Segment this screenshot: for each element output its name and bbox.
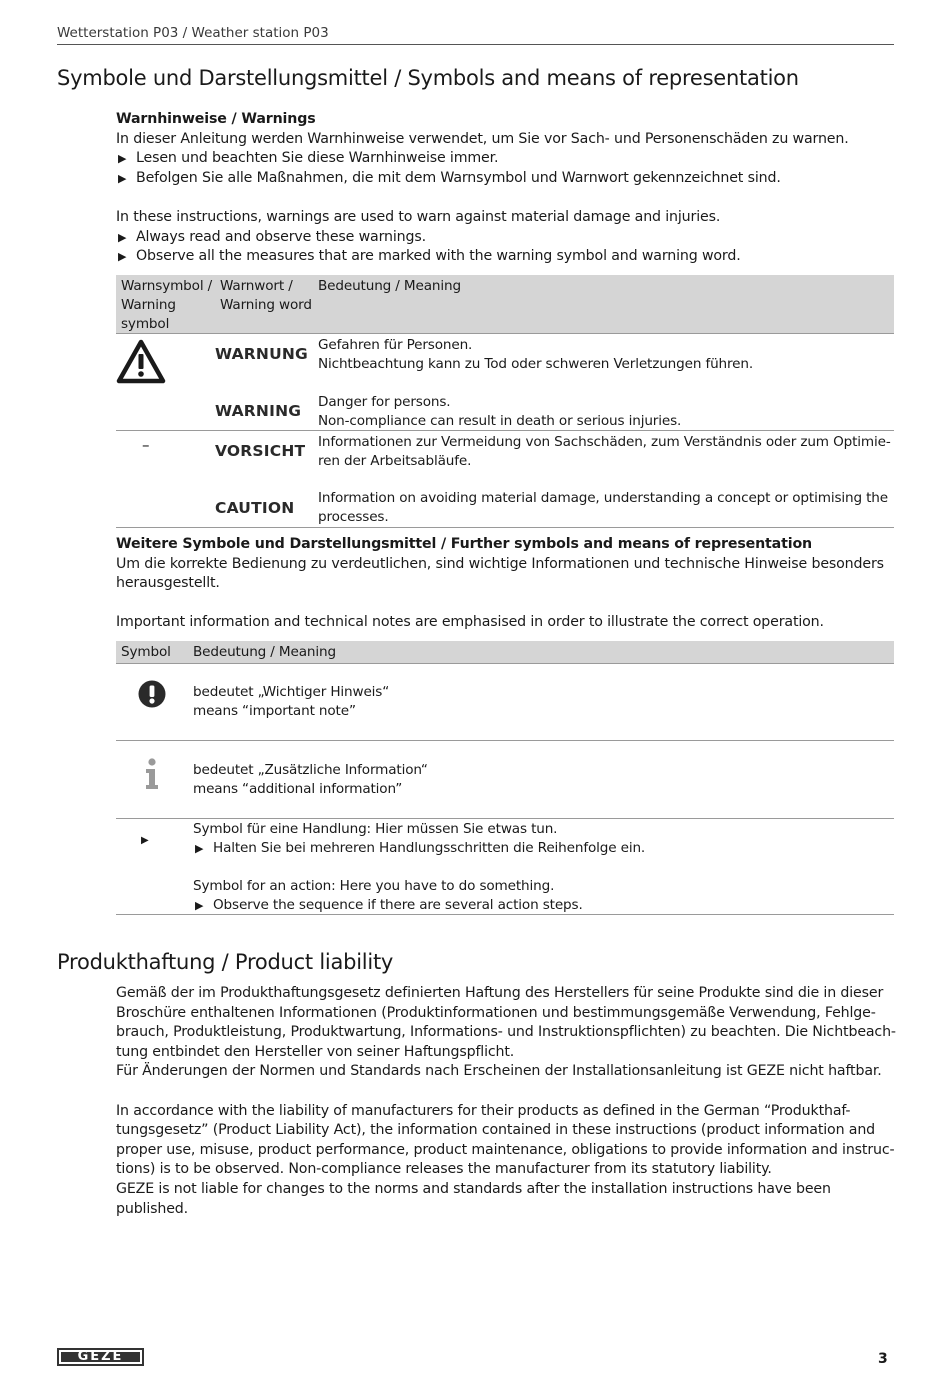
warning-triangle-icon	[116, 339, 166, 384]
table-divider	[116, 430, 894, 431]
signal-word: CAUTION	[215, 499, 295, 517]
warnings-intro-de: In dieser Anleitung werden Warnhinweise verwendet, um Sie vor Sach- und Personenschäden zu warnen.	[116, 130, 849, 147]
bullet-triangle-icon: ▶	[118, 230, 127, 244]
running-header: Wetterstation P03 / Weather station P03	[57, 25, 329, 41]
section-title-liability: Produkthaftung / Product liability	[57, 950, 394, 974]
section-title-symbols: Symbole und Darstellungsmittel / Symbols and means of representation	[57, 66, 799, 90]
page-number: 3	[878, 1351, 888, 1367]
bullet-triangle-icon: ▶	[118, 250, 127, 264]
warnings-heading: Warnhinweise / Warnings	[116, 111, 316, 127]
table-divider	[116, 527, 894, 528]
list-item: ▶ Always read and observe these warnings.	[116, 228, 896, 248]
bullet-triangle-icon: ▶	[118, 171, 127, 185]
col-header-symbol: Symbol	[121, 644, 171, 660]
no-symbol-dash: –	[142, 436, 150, 454]
table-divider	[116, 818, 894, 819]
table-divider	[116, 740, 894, 741]
symbol-meaning: Symbol für eine Handlung: Hier müssen Sie etwas tun. ▶ Halten Sie bei mehreren Handlungsschritten die Reihenfolge ein. Symbol for an action: Here you have to do something. ▶ Observe the sequence if there are several action steps.	[193, 821, 646, 913]
list-item: ▶ Lesen und beachten Sie diese Warnhinweise immer.	[116, 149, 896, 169]
signal-word: WARNING	[215, 402, 302, 420]
col-header-meaning: Bedeutung / Meaning	[193, 644, 336, 660]
symbol-meaning: bedeutet „Wichtiger Hinweis“ means “important note”	[193, 684, 390, 719]
table-divider	[116, 663, 894, 664]
further-symbols-heading: Weitere Symbole und Darstellungsmittel / Further symbols and means of representation	[116, 536, 812, 552]
meaning-text: Danger for persons. Non-compliance can result in death or serious injuries.	[318, 394, 682, 429]
header-divider	[57, 44, 894, 45]
col-header-warning-symbol: Warnsymbol / Warning symbol	[121, 278, 213, 332]
liability-text: Gemäß der im Produkthaftungsgesetz definierten Haftung des Herstellers für seine Produkte sind die in dieser Broschüre enthaltenen Informationen (Produktinformationen und bestimmungsgemäße Verwendung, Fehlge- brauch, Produktleistung, Produktwartung, Informations- und Instruktionspflichten) zu beachten. Die Nichtbeach- tung entbindet den Hersteller von seiner Haftungspflicht. Für Änderungen der Normen und Standards nach Erscheinen der Installationsanleitung ist GEZE nicht haftbar. In accordance with the liability of manufacturers for their products as defined in the German “Produkthaf- tungsgesetz” (Product Liability Act), the information contained in these instructions (product information and proper use, misuse, product performance, product maintenance, obligations to provide information and instruc- tions) is to be observed. Non-compliance releases the manufacturer from its statutory liability. GEZE is not liable for changes to the norms and standards after the installation instructions have been published.	[116, 985, 896, 1217]
bullet-triangle-icon: ▶	[195, 899, 204, 912]
geze-logo: GEZE	[57, 1348, 144, 1366]
action-triangle-icon: ▶	[141, 835, 149, 846]
warnings-intro-en: In these instructions, warnings are used to warn against material damage and injuries.	[116, 208, 721, 225]
list-item: ▶ Observe the sequence if there are several action steps.	[195, 897, 583, 913]
table-divider	[116, 333, 894, 334]
list-item: ▶ Halten Sie bei mehreren Handlungsschritten die Reihenfolge ein.	[195, 840, 646, 856]
info-icon	[143, 758, 161, 790]
meaning-text: Informationen zur Vermeidung von Sachschäden, zum Verständnis oder zum Optimie- ren der Arbeitsabläufe.	[318, 434, 891, 469]
signal-word: WARNUNG	[215, 345, 308, 363]
warnings-block	[116, 110, 896, 267]
col-header-warning-word: Warnwort / Warning word	[220, 278, 312, 313]
further-symbols-block: Weitere Symbole und Darstellungsmittel / Further symbols and means of representation Um die korrekte Bedienung zu verdeutlichen, sind wichtige Informationen und technische Hinweise besonders herausgestellt. Important information and technical notes are emphasised in order to illustrate the correct operation.	[116, 535, 896, 633]
signal-word: VORSICHT	[215, 442, 306, 460]
table-divider	[116, 914, 894, 915]
meaning-text: Information on avoiding material damage, understanding a concept or optimising the processes.	[318, 490, 888, 525]
meaning-text: Gefahren für Personen. Nichtbeachtung kann zu Tod oder schweren Verletzungen führen.	[318, 337, 754, 372]
col-header-meaning: Bedeutung / Meaning	[318, 278, 461, 294]
list-item: ▶ Befolgen Sie alle Maßnahmen, die mit dem Warnsymbol und Warnwort gekennzeichnet sind.	[116, 169, 896, 189]
exclamation-circle-icon	[138, 680, 166, 708]
symbol-meaning: bedeutet „Zusätzliche Information“ means “additional information”	[193, 762, 428, 797]
bullet-triangle-icon: ▶	[195, 842, 204, 855]
list-item: ▶ Observe all the measures that are marked with the warning symbol and warning word.	[116, 247, 896, 267]
bullet-triangle-icon: ▶	[118, 152, 127, 166]
